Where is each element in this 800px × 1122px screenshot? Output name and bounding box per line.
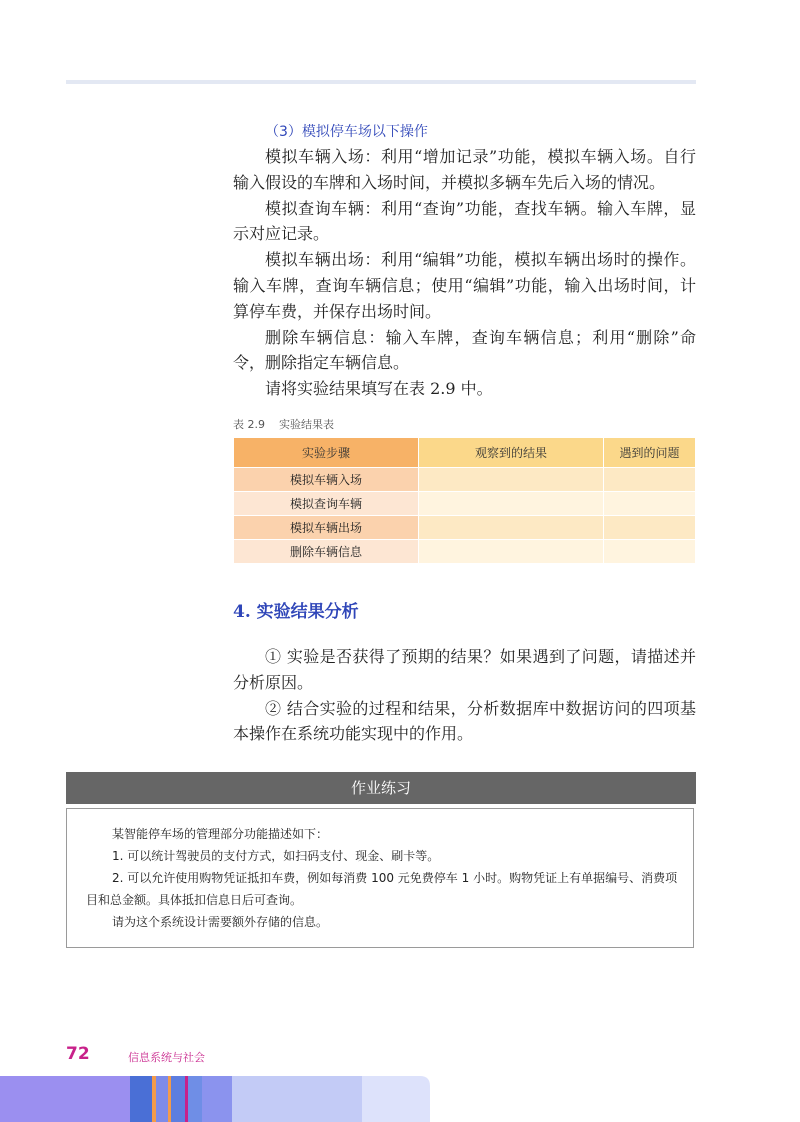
table-caption-title: 实验结果表: [279, 418, 334, 431]
header-problems: 遇到的问题: [604, 438, 696, 468]
row-step-label: 删除车辆信息: [234, 540, 419, 564]
sub-heading: （3）模拟停车场以下操作: [265, 124, 428, 140]
analysis-question-2: ② 结合实验的过程和结果，分析数据库中数据访问的四项基本操作在系统功能实现中的作用。: [233, 698, 696, 744]
problem-cell[interactable]: [604, 540, 696, 564]
result-cell[interactable]: [419, 492, 604, 516]
table-header-row: [234, 438, 696, 468]
analysis-question-1: ① 实验是否获得了预期的结果？如果遇到了问题，请描述并分析原因。: [233, 647, 696, 692]
analysis-text: [233, 644, 696, 747]
table-row: [234, 492, 696, 516]
paragraph-vehicle-delete: 删除车辆信息：输入车牌，查询车辆信息；利用“删除”命令，删除指定车辆信息。: [233, 327, 696, 373]
table-row: [234, 516, 696, 540]
problem-cell[interactable]: [604, 468, 696, 492]
table-caption-number: 表 2.9: [233, 418, 265, 431]
page-number: 72: [66, 1044, 90, 1064]
paragraph-vehicle-exit: 模拟车辆出场：利用“编辑”功能，模拟车辆出场时的操作。输入车牌，查询车辆信息；使用“编辑”功能，输入出场时间，计算停车费，并保存出场时间。: [233, 250, 696, 321]
homework-header: 作业练习: [66, 772, 696, 804]
homework-item-2: 2. 可以允许使用购物凭证抵扣车费，例如每消费 100 元免费停车 1 小时。购物凭证上有单据编号、消费项目和总金额。具体抵扣信息日后可查询。: [86, 871, 678, 907]
section-heading-analysis: 4. 实验结果分析: [233, 602, 359, 622]
homework-content: [86, 823, 682, 933]
row-step-label: 模拟车辆入场: [234, 468, 419, 492]
problem-cell[interactable]: [604, 492, 696, 516]
homework-task: 请为这个系统设计需要额外存储的信息。: [112, 915, 329, 929]
results-table: [233, 437, 696, 564]
header-observed-result: 观察到的结果: [419, 438, 604, 468]
book-title: 信息系统与社会: [128, 1051, 205, 1064]
row-step-label: 模拟查询车辆: [234, 492, 419, 516]
top-divider: [66, 80, 696, 84]
paragraph-vehicle-query: 模拟查询车辆：利用“查询”功能，查找车辆。输入车牌，显示对应记录。: [233, 198, 696, 244]
result-cell[interactable]: [419, 540, 604, 564]
table-row: [234, 540, 696, 564]
table-row: [234, 468, 696, 492]
row-step-label: 模拟车辆出场: [234, 516, 419, 540]
homework-item-1: 1. 可以统计驾驶员的支付方式，如扫码支付、现金、刷卡等。: [112, 849, 440, 863]
body-text: [233, 144, 696, 402]
table-caption: [233, 416, 334, 432]
result-cell[interactable]: [419, 468, 604, 492]
footer-decoration: [0, 1076, 430, 1122]
homework-intro: 某智能停车场的管理部分功能描述如下：: [112, 827, 329, 841]
paragraph-fill-table: 请将实验结果填写在表 2.9 中。: [265, 379, 493, 399]
paragraph-vehicle-entry: 模拟车辆入场：利用“增加记录”功能，模拟车辆入场。自行输入假设的车牌和入场时间，并模拟多辆车先后入场的情况。: [233, 147, 696, 192]
problem-cell[interactable]: [604, 516, 696, 540]
result-cell[interactable]: [419, 516, 604, 540]
header-step: 实验步骤: [234, 438, 419, 468]
